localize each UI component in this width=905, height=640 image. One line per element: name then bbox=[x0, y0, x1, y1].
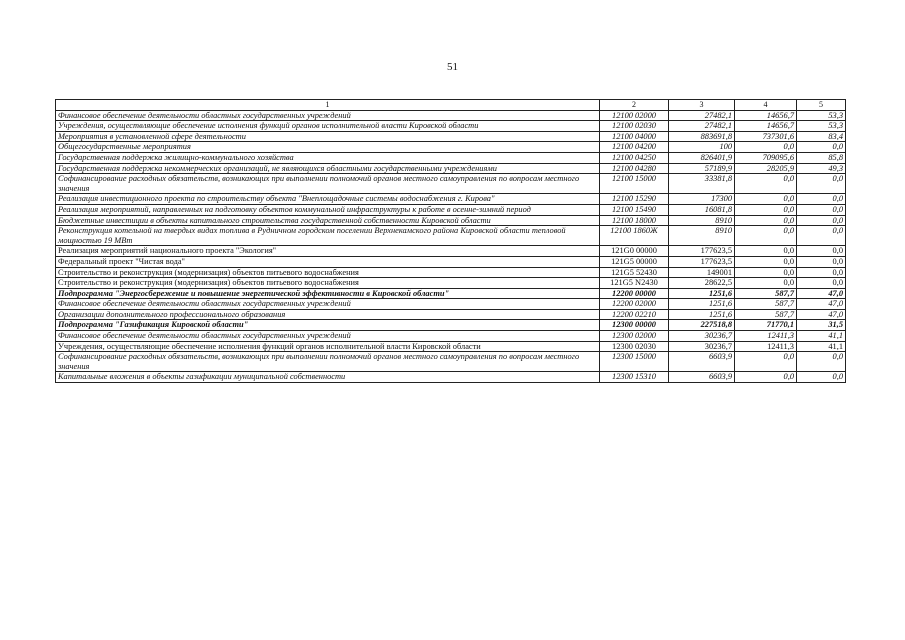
row-planned-value-cell: 17300 bbox=[669, 194, 735, 205]
row-percent-cell: 0,0 bbox=[797, 372, 846, 383]
table-row bbox=[56, 174, 846, 194]
row-actual-value-cell: 587,7 bbox=[735, 288, 797, 299]
row-name-cell: Учреждения, осуществляющие обеспечение исполнения функций органов исполнительной власти Кировской области bbox=[56, 121, 600, 132]
header-col-1: 1 bbox=[56, 100, 600, 111]
row-code-cell: 12100 18000 bbox=[600, 215, 669, 226]
row-percent-cell: 0,0 bbox=[797, 215, 846, 226]
row-percent-cell: 0,0 bbox=[797, 174, 846, 194]
table-row bbox=[56, 256, 846, 267]
row-percent-cell: 53,3 bbox=[797, 121, 846, 132]
row-planned-value-cell: 149001 bbox=[669, 267, 735, 278]
row-code-cell: 12200 00000 bbox=[600, 288, 669, 299]
row-actual-value-cell: 0,0 bbox=[735, 142, 797, 153]
row-name-cell: Мероприятия в установленной сфере деятельности bbox=[56, 131, 600, 142]
row-actual-value-cell: 737301,6 bbox=[735, 131, 797, 142]
row-actual-value-cell: 12411,3 bbox=[735, 331, 797, 342]
table-row bbox=[56, 194, 846, 205]
row-actual-value-cell: 709095,6 bbox=[735, 152, 797, 163]
table-row bbox=[56, 288, 846, 299]
table-row bbox=[56, 121, 846, 132]
table-row bbox=[56, 267, 846, 278]
table-row bbox=[56, 278, 846, 289]
row-percent-cell: 0,0 bbox=[797, 278, 846, 289]
row-planned-value-cell: 227518,8 bbox=[669, 320, 735, 331]
row-code-cell: 12300 02030 bbox=[600, 341, 669, 352]
row-percent-cell: 0,0 bbox=[797, 352, 846, 372]
table-row bbox=[56, 246, 846, 257]
row-code-cell: 121G5 52430 bbox=[600, 267, 669, 278]
row-planned-value-cell: 30236,7 bbox=[669, 331, 735, 342]
row-name-cell: Подпрограмма "Энергосбережение и повышение энергетической эффективности в Кировской области" bbox=[56, 288, 600, 299]
row-code-cell: 12300 15000 bbox=[600, 352, 669, 372]
row-code-cell: 12300 15310 bbox=[600, 372, 669, 383]
row-planned-value-cell: 1251,6 bbox=[669, 309, 735, 320]
row-name-cell: Реализация мероприятий, направленных на подготовку объектов коммунальной инфраструктуры к работе в осенне-зимний период bbox=[56, 204, 600, 215]
row-planned-value-cell: 8910 bbox=[669, 226, 735, 246]
row-percent-cell: 0,0 bbox=[797, 256, 846, 267]
row-actual-value-cell: 12411,3 bbox=[735, 341, 797, 352]
row-planned-value-cell: 33381,8 bbox=[669, 174, 735, 194]
table-row bbox=[56, 163, 846, 174]
row-percent-cell: 0,0 bbox=[797, 267, 846, 278]
row-code-cell: 12100 15000 bbox=[600, 174, 669, 194]
row-code-cell: 12100 02000 bbox=[600, 110, 669, 121]
row-code-cell: 121G0 00000 bbox=[600, 246, 669, 257]
row-planned-value-cell: 27482,1 bbox=[669, 110, 735, 121]
row-name-cell: Софинансирование расходных обязательств, возникающих при выполнении полномочий органов местного самоуправления по вопросам местного значения bbox=[56, 174, 600, 194]
row-percent-cell: 0,0 bbox=[797, 226, 846, 246]
row-name-cell: Софинансирование расходных обязательств, возникающих при выполнении полномочий органов местного самоуправления по вопросам местного значения bbox=[56, 352, 600, 372]
row-planned-value-cell: 826401,9 bbox=[669, 152, 735, 163]
row-code-cell: 12300 00000 bbox=[600, 320, 669, 331]
row-code-cell: 12200 02000 bbox=[600, 299, 669, 310]
row-planned-value-cell: 28622,5 bbox=[669, 278, 735, 289]
row-actual-value-cell: 71770,1 bbox=[735, 320, 797, 331]
row-planned-value-cell: 1251,6 bbox=[669, 288, 735, 299]
row-planned-value-cell: 8910 bbox=[669, 215, 735, 226]
row-percent-cell: 0,0 bbox=[797, 204, 846, 215]
row-percent-cell: 85,8 bbox=[797, 152, 846, 163]
table-row bbox=[56, 352, 846, 372]
row-actual-value-cell: 0,0 bbox=[735, 174, 797, 194]
row-code-cell: 12100 04280 bbox=[600, 163, 669, 174]
row-code-cell: 12300 02000 bbox=[600, 331, 669, 342]
row-name-cell: Капитальные вложения в объекты газификации муниципальной собственности bbox=[56, 372, 600, 383]
row-actual-value-cell: 587,7 bbox=[735, 309, 797, 320]
table-row bbox=[56, 331, 846, 342]
budget-table bbox=[55, 99, 846, 383]
row-actual-value-cell: 0,0 bbox=[735, 267, 797, 278]
table-row bbox=[56, 142, 846, 153]
table-row bbox=[56, 341, 846, 352]
row-code-cell: 12200 02210 bbox=[600, 309, 669, 320]
table-row bbox=[56, 204, 846, 215]
row-name-cell: Государственная поддержка некоммерческих организаций, не являющихся областными государственными учреждениями bbox=[56, 163, 600, 174]
row-planned-value-cell: 883691,8 bbox=[669, 131, 735, 142]
row-planned-value-cell: 6603,9 bbox=[669, 352, 735, 372]
row-actual-value-cell: 587,7 bbox=[735, 299, 797, 310]
row-percent-cell: 47,0 bbox=[797, 299, 846, 310]
row-code-cell: 12100 15290 bbox=[600, 194, 669, 205]
row-percent-cell: 31,5 bbox=[797, 320, 846, 331]
row-actual-value-cell: 0,0 bbox=[735, 215, 797, 226]
row-actual-value-cell: 14656,7 bbox=[735, 121, 797, 132]
row-planned-value-cell: 6603,9 bbox=[669, 372, 735, 383]
row-percent-cell: 49,3 bbox=[797, 163, 846, 174]
row-name-cell: Реконструкция котельной на твердых видах топлива в Рудничном городском поселении Верхнекамского района Кировской области тепловой мощностью 19 МВт bbox=[56, 226, 600, 246]
row-name-cell: Учреждения, осуществляющие обеспечение исполнения функций органов исполнительной власти Кировской области bbox=[56, 341, 600, 352]
row-actual-value-cell: 0,0 bbox=[735, 256, 797, 267]
row-percent-cell: 47,0 bbox=[797, 309, 846, 320]
row-name-cell: Строительство и реконструкция (модернизация) объектов питьевого водоснабжения bbox=[56, 267, 600, 278]
row-planned-value-cell: 1251,6 bbox=[669, 299, 735, 310]
row-name-cell: Подпрограмма "Газификация Кировской области" bbox=[56, 320, 600, 331]
header-col-4: 4 bbox=[735, 100, 797, 111]
row-percent-cell: 0,0 bbox=[797, 246, 846, 257]
row-planned-value-cell: 177623,5 bbox=[669, 256, 735, 267]
row-percent-cell: 41,1 bbox=[797, 331, 846, 342]
row-planned-value-cell: 177623,5 bbox=[669, 246, 735, 257]
row-name-cell: Реализация инвестиционного проекта по строительству объекта "Внеплощадочные системы водоснабжения г. Кирова" bbox=[56, 194, 600, 205]
table-row bbox=[56, 131, 846, 142]
row-name-cell: Финансовое обеспечение деятельности областных государственных учреждений bbox=[56, 110, 600, 121]
row-name-cell: Финансовое обеспечение деятельности областных государственных учреждений bbox=[56, 299, 600, 310]
header-col-3: 3 bbox=[669, 100, 735, 111]
table-row bbox=[56, 320, 846, 331]
row-percent-cell: 47,0 bbox=[797, 288, 846, 299]
table-row bbox=[56, 299, 846, 310]
row-name-cell: Реализация мероприятий национального проекта "Экология" bbox=[56, 246, 600, 257]
row-actual-value-cell: 0,0 bbox=[735, 226, 797, 246]
row-code-cell: 12100 15490 bbox=[600, 204, 669, 215]
row-actual-value-cell: 0,0 bbox=[735, 204, 797, 215]
row-actual-value-cell: 14656,7 bbox=[735, 110, 797, 121]
row-code-cell: 12100 1860Ж bbox=[600, 226, 669, 246]
table-row bbox=[56, 152, 846, 163]
row-percent-cell: 41,1 bbox=[797, 341, 846, 352]
table-row bbox=[56, 372, 846, 383]
row-planned-value-cell: 57189,9 bbox=[669, 163, 735, 174]
row-code-cell: 121G5 00000 bbox=[600, 256, 669, 267]
row-percent-cell: 0,0 bbox=[797, 194, 846, 205]
table-row bbox=[56, 309, 846, 320]
row-actual-value-cell: 0,0 bbox=[735, 352, 797, 372]
row-percent-cell: 0,0 bbox=[797, 142, 846, 153]
row-percent-cell: 83,4 bbox=[797, 131, 846, 142]
row-code-cell: 12100 04000 bbox=[600, 131, 669, 142]
row-name-cell: Бюджетные инвестиции в объекты капитального строительства государственной собственности Кировской области bbox=[56, 215, 600, 226]
row-code-cell: 12100 04200 bbox=[600, 142, 669, 153]
header-col-2: 2 bbox=[600, 100, 669, 111]
header-col-5: 5 bbox=[797, 100, 846, 111]
row-actual-value-cell: 0,0 bbox=[735, 278, 797, 289]
table-header-row bbox=[56, 100, 846, 111]
table-row bbox=[56, 110, 846, 121]
row-name-cell: Строительство и реконструкция (модернизация) объектов питьевого водоснабжения bbox=[56, 278, 600, 289]
row-planned-value-cell: 100 bbox=[669, 142, 735, 153]
row-name-cell: Организации дополнительного профессионального образования bbox=[56, 309, 600, 320]
row-actual-value-cell: 0,0 bbox=[735, 194, 797, 205]
row-code-cell: 12100 04250 bbox=[600, 152, 669, 163]
row-percent-cell: 53,3 bbox=[797, 110, 846, 121]
row-planned-value-cell: 30236,7 bbox=[669, 341, 735, 352]
row-actual-value-cell: 28205,9 bbox=[735, 163, 797, 174]
row-name-cell: Федеральный проект "Чистая вода" bbox=[56, 256, 600, 267]
row-name-cell: Общегосударственные мероприятия bbox=[56, 142, 600, 153]
page-number: 51 bbox=[447, 61, 458, 73]
table-row bbox=[56, 215, 846, 226]
row-planned-value-cell: 16081,8 bbox=[669, 204, 735, 215]
row-actual-value-cell: 0,0 bbox=[735, 372, 797, 383]
row-actual-value-cell: 0,0 bbox=[735, 246, 797, 257]
row-name-cell: Государственная поддержка жилищно-коммунального хозяйства bbox=[56, 152, 600, 163]
row-code-cell: 121G5 N2430 bbox=[600, 278, 669, 289]
table-row bbox=[56, 226, 846, 246]
row-planned-value-cell: 27482,1 bbox=[669, 121, 735, 132]
row-code-cell: 12100 02030 bbox=[600, 121, 669, 132]
row-name-cell: Финансовое обеспечение деятельности областных государственных учреждений bbox=[56, 331, 600, 342]
